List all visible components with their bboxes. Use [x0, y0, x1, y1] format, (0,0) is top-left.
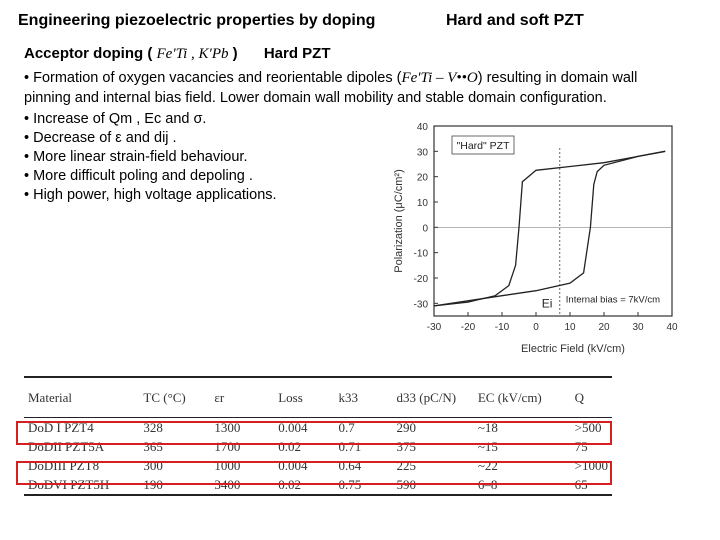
table-cell: 0.004	[278, 457, 308, 473]
table-cell: DoDVI PZT5H	[24, 475, 139, 495]
table-cell: 0.02	[274, 475, 334, 495]
table-cell: 225	[396, 457, 417, 473]
x-tick-label: 10	[564, 322, 576, 333]
table-cell: 190	[139, 475, 210, 495]
table-cell: 75	[574, 438, 588, 454]
bullet-1-formula: Fe′Ti – V••O	[401, 70, 478, 86]
table-cell: 290	[396, 419, 417, 435]
bullet-decrease: • Decrease of ε and dij .	[24, 130, 177, 146]
highlight-row-pzt4	[16, 421, 612, 445]
chart-title: "Hard" PZT	[456, 140, 510, 152]
col-er: εr	[210, 377, 274, 418]
bullet-1-text-a: • Formation of oxygen vacancies and reorientable dipoles (	[24, 70, 402, 86]
x-tick-label: 20	[598, 322, 610, 333]
acceptor-formula: Fe′Ti , K′Pb	[156, 46, 229, 62]
table-cell: ~22	[477, 457, 498, 473]
bullet-vacancies	[24, 70, 637, 87]
table-cell: ~18	[477, 419, 498, 435]
acceptor-doping-label	[24, 45, 331, 63]
bullet-linear: • More linear strain-field behaviour.	[24, 149, 248, 165]
table-cell: ~15	[477, 438, 498, 454]
bullet-1-text-b: ) resulting in domain wall	[477, 70, 638, 86]
col-k33: k33	[335, 377, 393, 418]
y-tick-label: -10	[413, 248, 428, 260]
x-tick-label: -30	[426, 322, 442, 333]
page-subtitle: Hard and soft PZT	[446, 12, 584, 29]
bullet-applications: • High power, high voltage applications.	[24, 187, 277, 203]
acceptor-close: )	[232, 45, 238, 62]
y-tick-label: -30	[413, 299, 428, 311]
bullet-poling: • More difficult poling and depoling .	[24, 168, 253, 184]
table-cell: 1700	[214, 438, 241, 454]
table-cell: 3400	[210, 475, 274, 495]
highlight-row-pzt8	[16, 461, 612, 485]
x-tick-label: -20	[460, 322, 476, 333]
hysteresis-curve	[434, 151, 665, 306]
y-axis-label: Polarization (μC/cm²)	[393, 169, 405, 273]
bias-annotation: Internal bias = 7kV/cm	[565, 294, 661, 306]
x-tick-label: 40	[666, 322, 678, 333]
col-d33: d33 (pC/N)	[393, 377, 474, 418]
hysteresis-svg	[380, 118, 690, 360]
table-cell: 65	[571, 475, 612, 495]
col-ec: EC (kV/cm)	[474, 377, 571, 418]
table-cell: 0.004	[278, 419, 308, 435]
acceptor-label-text: Acceptor doping (	[24, 45, 153, 62]
table-cell: DoD I PZT4	[28, 419, 94, 435]
page-title: Engineering piezoelectric properties by doping	[18, 12, 376, 29]
y-tick-label: 30	[416, 147, 428, 159]
table-cell: 300	[143, 457, 163, 473]
col-loss: Loss	[274, 377, 334, 418]
table-cell: 365	[143, 438, 163, 454]
table-cell: 1000	[214, 457, 241, 473]
x-axis-label: Electric Field (kV/cm)	[521, 343, 625, 355]
y-tick-label: -20	[413, 274, 428, 285]
table-cell: 375	[396, 438, 417, 454]
table-cell: 0.75	[335, 475, 393, 495]
table-cell: 6–8	[474, 475, 571, 495]
x-tick-label: -10	[494, 322, 510, 333]
bullet-pinning: pinning and internal bias field. Lower domain wall mobility and stable domain configuration.	[24, 90, 607, 106]
table-cell: 328	[143, 419, 163, 435]
table-cell: DoDIII PZT8	[28, 457, 100, 473]
col-material: Material	[24, 377, 139, 418]
table-cell: DoDII PZT5A	[28, 438, 105, 454]
hysteresis-curve	[434, 151, 665, 306]
y-tick-label: 40	[416, 122, 428, 133]
x-tick-label: 0	[533, 322, 539, 333]
table-cell: >1000	[574, 457, 608, 473]
table-cell: 0.64	[338, 457, 362, 473]
hard-pzt-label: Hard PZT	[263, 45, 331, 62]
table-cell: 0.71	[338, 438, 362, 454]
table-cell: 590	[393, 475, 474, 495]
y-tick-label: 0	[422, 223, 428, 235]
bias-symbol: Ei	[541, 296, 553, 311]
hysteresis-chart	[380, 118, 690, 360]
table-cell: 0.7	[338, 419, 355, 435]
table-cell: >500	[574, 419, 602, 435]
x-tick-label: 30	[632, 322, 644, 333]
table-cell: 0.02	[278, 438, 301, 454]
y-tick-label: 20	[416, 172, 428, 184]
table-header-row	[24, 377, 612, 418]
col-tc: TC (°C)	[139, 377, 210, 418]
y-tick-label: 10	[416, 198, 428, 209]
col-q: Q	[571, 377, 612, 418]
table-cell: 1300	[214, 419, 241, 435]
bullet-increase: • Increase of Qm , Ec and σ.	[24, 111, 207, 127]
